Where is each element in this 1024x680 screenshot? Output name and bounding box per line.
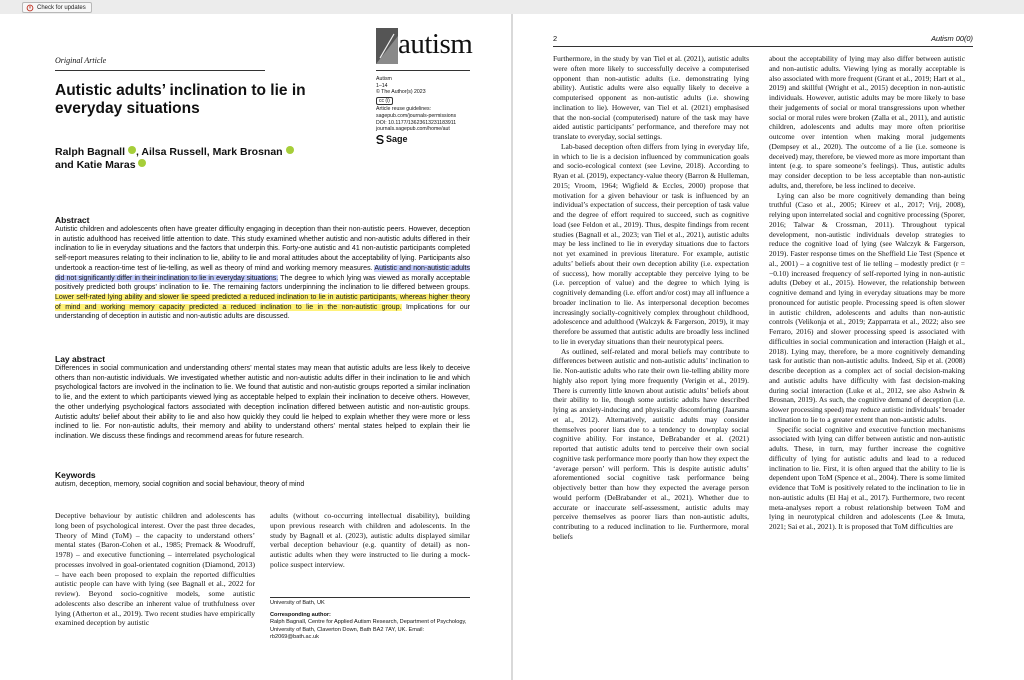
lay-abstract-section [55,354,470,442]
author-name: , Ailsa Russell, Mark Brosnan [135,146,283,158]
paragraph: about the acceptability of lying may also differ between autistic and non-autistic adults. Viewing lying as morally acceptable is also associated with more frequent (Grant et al., 2019; Hart et al., 2019) and skillful (Wright et al., 2015) deception in non-autistic individuals. However, autistic adults may be more likely to base their judgements of social or moral transgressions upon whether social or moral rules were broken (Zalla et al., 2011), and autistic children, adolescents and adults may more often prioritise outcome over intention when making moral judgements (Dempsey et al., 2020). The outcome of a lie (i.e. someone is deceived) may, therefore, be viewed more as more important than intent (e.g. to spare someone’s feelings). Thus, autistic adults may consider deception to be less acceptable than non-autistic adults, and, therefore, be less inclined to deceive. [769,54,965,190]
page-number: 2 [553,34,558,43]
abstract-text [55,225,470,322]
author-name: and Katie Maras [55,159,136,171]
paragraph: Specific social cognitive and executive function mechanisms associated with lying can differ between autistic and non-autistic adults. These, in turn, may further increase the cognitive difficulty of lying for autistic adults and lead to a reduced inclination to lie. First, it is often argued that the ability to lie is dependent upon ToM (Spence et al., 2004). There is some limited evidence that ToM is positively related to the inclination to lie in non-autistic adults (El Haj et al., 2017). Furthermore, two recent meta-analyses report a robust relationship between ToM and lying in neurotypical children and adolescents (Lee & Imuta, 2021; Sai et al., 2021). It is proposed that ToM difficulties are [769,424,965,531]
author-name: Ralph Bagnall [55,146,126,158]
reuse-label: Article reuse guidelines: [376,106,432,113]
abstract-sentence: Autistic children and adolescents often have greater difficulty engaging in deception than their non-autistic peers. However, deception in autistic adulthood has received little attention to date. This study examined whether autistic and non-autistic adults differed in their inclination to lie in everyday situations and the factors that underpin this. Forty-one autistic and 41 non-autistic participants completed self-report measures relating to their inclination to lie, ability to lie and moral attitudes about the acceptability of lying. Participants also undertook a reaction-time test of lie-telling, as well as theory of mind and working memory measures. [55,226,470,272]
pdf-page-2 [513,14,1024,680]
update-icon [26,4,34,12]
corresponding-author-details: Ralph Bagnall, Centre for Applied Autism Research, Department of Psychology, University of Bath, Claverton Down, Bath BA2 7AY, UK. Email: rb2069@bath.ac.uk [270,619,467,641]
journal-homepage[interactable]: journals.sagepub.com/home/aut [376,126,450,133]
lay-abstract-heading: Lay abstract [55,354,106,364]
copyright: © The Author(s) 2023 [376,89,426,96]
orcid-icon[interactable] [286,146,294,154]
abstract-section [55,215,470,322]
paragraph: As outlined, self-related and moral beliefs may contribute to differences between autistic and non-autistic adults’ inclination to lie. Non-autistic adults who rate their own lie-telling ability more highly also report lying more frequently (Verigin et al., 2019). There is currently little known about autistic adults’ beliefs about their ability to lie, though some autistic adults have described lying as anxiety-inducing and physically discomforting (Jaarsma et al., 2012). Alternatively, autistic adults may consider themselves poorer liars due to a tendency to downplay social cognitive ability. For instance, DeBrabander et al. (2021) reported that autistic adults tend to perceive their own social cognitive task performance more poorly than how they expect the ‘average person’ will perform. This is despite autistic adults’ aforementioned social cognitive task performance being objectively better than how they expected the average person would perform (DeBrabander et al., 2021). Whether due to accurate or inaccurate self-assessment, autistic adults may perceive themselves as poorer liars than non-autistic adults, contributing to a reduced inclination to lie. Furthermore, moral beliefs [553,346,749,541]
keywords-heading: Keywords [55,470,96,480]
paragraph: Lab-based deception often differs from lying in everyday life, in which to lie is a decision influenced by communication goals and socio-ecological context (see Levine, 2018). According to Ryan et al. (2019), expectancy-value theory (Barron & Hulleman, 2015; Vroom, 1964; Wigfield & Eccles, 2000) propose that motivation for a given behaviour or task is influenced by an individual’s expectation of success, their perception of task value and the degree of effort required to succeed, such as cognitive load (see Feldon et al., 2019). Thus, despite findings from recent studies (Bagnall et al., 2023; van Tiel et al., 2021), autistic adults may be less inclined to lie in everyday situations due to factors not yet examined in previous literature. For example, autistic adults’ beliefs about their own deception ability (i.e. expectation of success), how morally acceptable they perceive lying to be (i.e. perception of value) and the degree to which lying is cognitively demanding (i.e. effort and/or cost) may all influence a broader inclination to lie. As interpersonal deception becomes increasingly socially-cognitively complex throughout childhood, adolescence and adulthood (Walczyk & Fargerson, 2019), it may therefore be assumed that autistic adults are broadly less inclined to lie in everyday situations than their neurotypical peers. [553,141,749,346]
abstract-sentence: The degree to which lying was viewed as morally acceptable positively predicted both groups’ inclination to lie. The remaining factors underpinning the inclination to lie differed between groups. [55,274,470,292]
divider [376,70,470,71]
corresponding-author-heading: Corresponding author: [270,611,331,618]
abstract-sentence: Implications for our understanding of deception in autistic and non-autistic adults are discussed. [55,303,470,321]
lay-abstract-text: Differences in social communication and understanding others’ mental states may mean that autistic adults are less likely to deceive others than non-autistic individuals. We investigated whether autistic and non-autistic adults differ in their inclination to lie and which psychological factors are involved in the inclination to lie. We found that autistic and non-autistic groups reported a similar inclination to lie, and the extent to which participants viewed lying as acceptable helped to explain their inclination to deceive others. However, the other underlying psychological factors associated with deception inclination differed between autistic and non-autistic groups. Autistic adults’ belief about their ability to lie and also how quickly they could lie helped to explain whether they were more or less inclined to lie. For non-autistic adults, their memory and ability to understand others’ mental states helped to explain their lie inclination. We discuss these findings and recommend areas for future research. [55,365,470,440]
journal-name: Autism [376,76,392,82]
article-title: Autistic adults’ inclination to lie in everyday situations [55,82,306,117]
highlighted-text: Lower self-rated lying ability and slower lie speed predicted a reduced inclination to lie in autistic participants, whereas higher theory of mind and working memory capacity predicted a reduced inclination to lie in the non-autistic group. [55,293,470,311]
sage-icon [376,135,384,144]
article-type: Original Article [55,56,107,65]
pdf-page-1 [0,14,511,680]
body-column-right [769,54,965,532]
doi[interactable]: DOI: 10.1177/13623613231183911 [376,119,457,126]
publisher-logo [376,135,476,144]
affiliation-footnote [270,597,470,642]
journal-logo-icon [376,28,398,64]
abstract-heading: Abstract [55,215,90,225]
reuse-link[interactable]: sagepub.com/journals-permissions [376,112,457,119]
affiliation: University of Bath, UK [270,600,325,606]
keywords-section [55,470,470,490]
divider [55,70,265,71]
publisher-name: Sage [386,133,408,144]
journal-running-title: Autism 00(0) [931,34,973,43]
check-for-updates-button[interactable] [22,2,92,13]
intro-column-right: adults (without co-occurring intellectual disability), building upon previous research with children and adolescents. In the study by Bagnall et al. (2023), autistic adults displayed similar verbal deception behaviour (e.g. quantity of detail) as non-autistic adults when they were instructed to lie during a mock-police suspect interview. [270,511,470,569]
orcid-icon[interactable] [138,159,146,167]
highlighted-text: Autistic and non-autistic adults did not significantly differ in their inclination to lie in everyday situations. [55,264,470,282]
paragraph: Furthermore, in the study by van Tiel et al. (2021), autistic adults were often more likely to successfully deceive a computerised opponent than non-autistic adults (i.e. demonstrating lying ability). Autistic adults were also equally likely to deceive a computerised opponent as non-autistic adults (i.e. showing inclination to lie). However, van Tiel et al. (2021) emphasised that the non-social (computerised) nature of the task may have aided autistic participants’ performance, and therefore may not translate to everyday, social settings. [553,54,749,141]
check-for-updates-label: Check for updates [37,5,86,11]
intro-column-left: Deceptive behaviour by autistic children and adolescents has long been of psychological interest. Over the past three decades, Theory of Mind (ToM) – the capacity to understand others’ mental states (Baron-Cohen et al., 1985; Premack & Woodruff, 1978) – and executive functioning – interrelated psychological processes involved in goal-orientated cognition (Diamond, 2013) – have each been proposed to explain the reported difficulties autistic people can have with lying (see Bagnall et al., 2022 for review). Beyond socio-cognitive models, some autistic adolescents also describe an inherent value of truthfulness over lying (Atherton et al., 2019). Two recent studies have empirically examined deception by autistic [55,511,255,628]
journal-meta [376,76,476,144]
top-toolbar [0,0,1024,14]
page-range: 1–14 [376,82,388,89]
journal-logo-text: autism [398,28,473,60]
body-column-left [553,54,749,542]
divider [553,46,973,47]
running-header [553,34,973,43]
license-badge: cc (i) [376,97,393,106]
keywords-text: autism, deception, memory, social cognition and social behaviour, theory of mind [55,481,305,488]
paragraph: Lying can also be more cognitively demanding than being truthful (Caso et al., 2005; Kireev et al., 2017; Vrij, 2008), relying upon interrelated social and cognitive processing (Sporer, 2016; Talwar & Crossman, 2011). Throughout typical development, non-autistic individuals develop strategies to reduce the cognitive load of lying (see Walczyk & Fargerson, 2019). Faster response times on the Sheffield Lie Test (Spence et al., 2001) – a cognitive test of lie telling – modestly predict (r = −0.10) increased frequency of self-reported lying in non-autistic adults (Debey et al., 2015). However, the relationship between cognitive demand and lying in everyday situations may be more pronounced for autistic people. Processing speed is often slower in autistic children, adolescents and adults than non-autistic controls (Velikonja et al., 2019; Zapparrata et al., 2022; also see Ferraro, 2016) and slower processing speed is associated with difficulties in social communication and interaction (Haigh et al., 2018). Lying may, therefore, be a more cognitively demanding task for autistic than non-autistic adults. Indeed, Sip et al. (2008) describe deception as a complex act of social decision-making and autistic adults have difficulty with fast decision-making during social interaction (Luke et al., 2012, see also Ashwin & Brosnan, 2019). As such, the cognitive demand of deception (i.e. slower processing speed) may reduce autistic individuals’ broader inclination to lie to a greater extent than non-autistic adults. [769,190,965,424]
orcid-icon[interactable] [128,146,136,154]
author-list [55,146,345,172]
